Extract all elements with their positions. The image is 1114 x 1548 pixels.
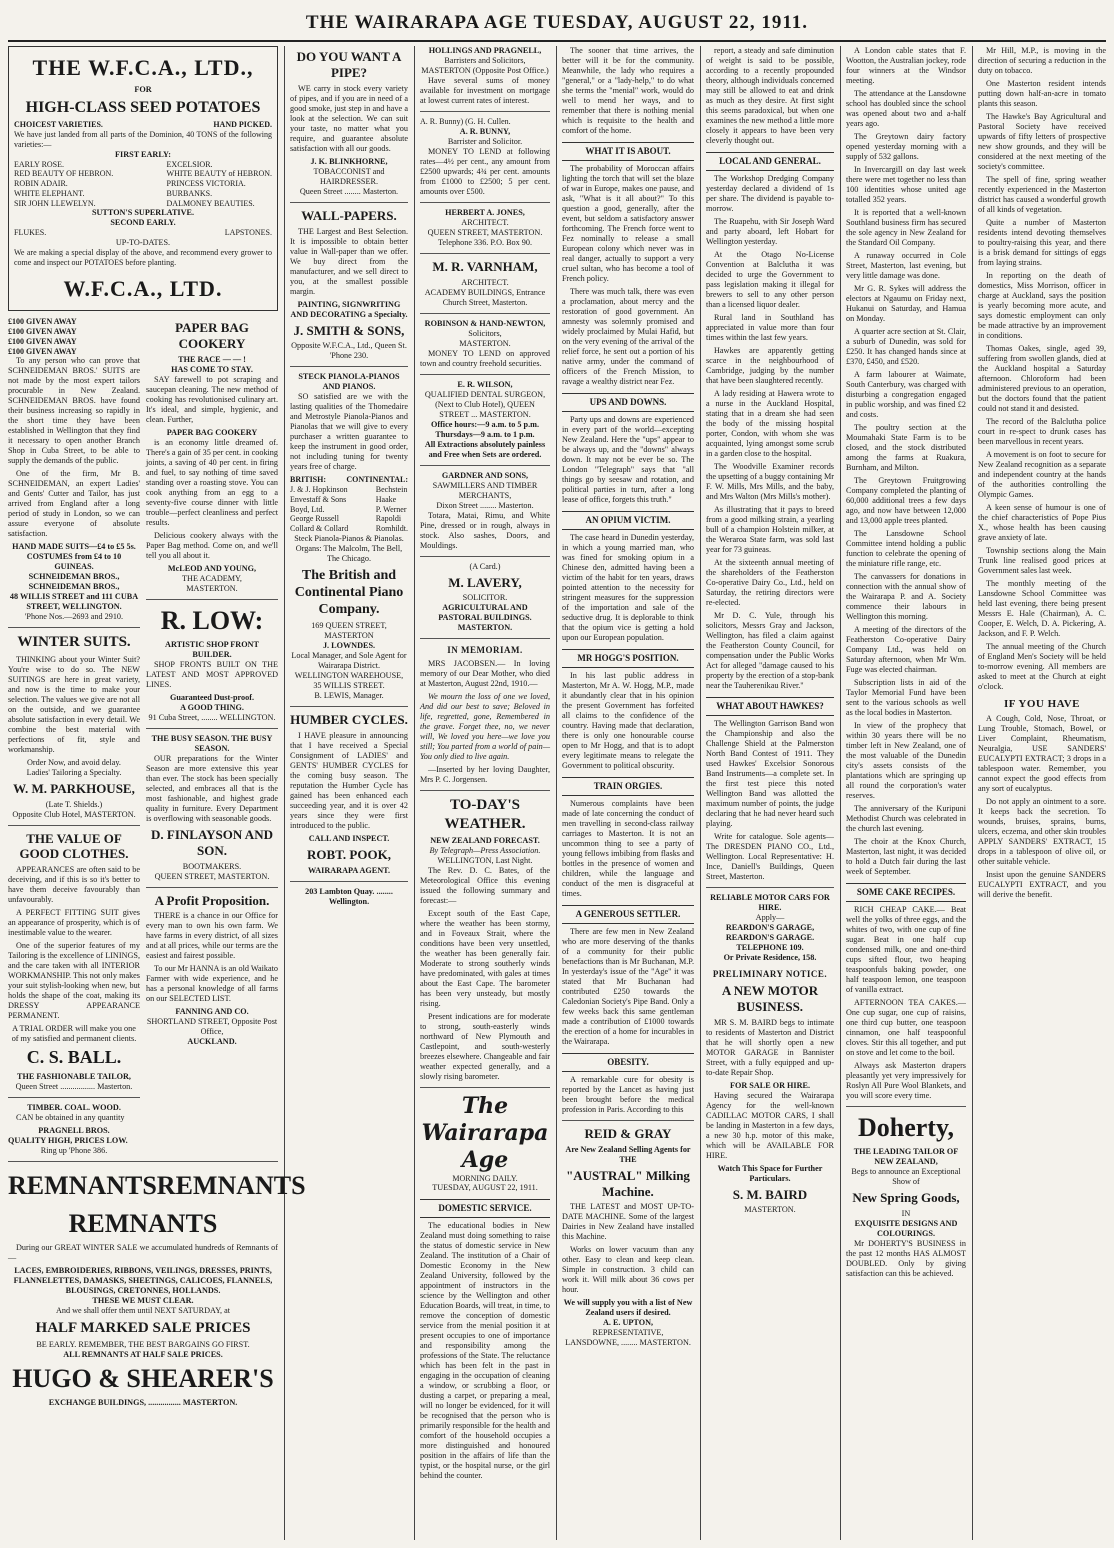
wfca-footer: W.F.C.A., LTD.	[63, 275, 223, 301]
value-title: THE VALUE OF GOOD CLOTHES.	[19, 830, 129, 862]
column-rule	[556, 46, 557, 1540]
column-rule	[284, 46, 285, 1540]
wfca-title: THE W.F.C.A., LTD.,	[32, 55, 254, 80]
weather-title: TO-DAY'S WEATHER.	[444, 797, 526, 832]
column-3: HOLLINGS AND PRAGNELL, Barristers and Solicitors, MASTERTON (Opposite Post Office.) Have several sums of money available for investment on mortgage at lowest current rates of interest. A. R. Bunny) (G. H. Cullen. A. R. BUNNY, Barrister and Solicitor. MONEY TO LEND at following rates—4½ per cent., any amount from £2500 upwards; 4¾ per cent. amounts from £1000 to £2500; 5 per cent. amounts over £500. HERBERT A. JONES, ARCHITECT. QUEEN STREET, MASTERTON. Telephone 336. P.O. Box 90. M. R. VARNHAM, ARCHITECT. ACADEMY BUILDINGS, Entrance Church Street, Masterton. ROBINSON & HAND-NEWTON, Solicitors, MASTERTON. MONEY TO LEND on approved town and country freehold securities. E. R. WILSON, QUALIFIED DENTAL SURGEON, (Next to Club Hotel), QUEEN STREET ... MASTERTON. Office hours:—9 a.m. to 5 p.m. Thursdays—9 a.m. to 1 p.m. All Extractions absolutely painless and Free when Sets are ordered. GARDNER AND SONS, SAWMILLERS AND TIMBER MERCHANTS, Dixon Street ........ Masterton. Totara, Matai, Rimu, and White Pine, dressed or in rough, always in stock. Also sashes, Doors, and Mouldings. (A Card.) M. LAVERY, SOLICITOR. AGRICULTURAL AND PASTORAL BUILDINGS. MASTERTON. IN MEMORIAM. MRS JACOBSEN.— In loving memory of our Dear Mother, who died at Masterton, August 22nd, 1910.— We mourn the loss of one we loved, And did our best to save; Beloved in life, regretted, gone, Remembered in the grave. Forget thee, no, we never will, We loved you here—we love you still; You parted from a world of pain— You only died to live again. —Inserted by her loving Daughter, Mrs P. C. Jorgensen. TO-DAY'S WEATHER. NEW ZEALAND FORECAST. By Telegraph—Press Association. WELLINGTON, Last Night. The Rev. D. C. Bates, of the Meteorological Office this evening issued the following summary and forecast:— Except south of the East Cape, where the weather has been stormy, and in Foveaux Strait, where the conditions have been very unsettled, the weather has been generally fair. Moderate to strong southerly winds have predominated, with gales at times about the East Cape. The barometer has been very unsteady, but mostly rising. Present indications are for moderate to strong, south-easterly winds northward of New Plymouth and Castlepoint, and south-westerly breezes elsewhere. Changeable and fair weather expected generally, and a slowly rising barometer. The Wairarapa Age MORNING DAILY. TUESDAY, AUGUST 22, 1911. DOMESTIC SERVICE. The educational bodies in New Zealand must doing something to raise the status of domestic service in New Zealand. The institution of a Chair of Domestic Economy in the New Zealand University, followed by the appointment of instructors in the science by the Wellington and other Education Boards, will treat, in time, to remove the conception of domestic service from the menial position it at present occupies to one of importance and responsibility among the professions of the State. The reluctance which has been felt in the past in engaging in the occupation of cleaning a window, or scrubbing a floor, or dusting a carpet, or preparing a meal, will no longer be evidenced, for it will be recognised that the person who is primarily responsible for the health and comfort of the household occupies a more distinguished and honoured position in the affairs of life than the typist, or the hospital nurse, or the girl behind the counter.	[420, 46, 550, 1481]
wfca-sub: HIGH-CLASS SEED POTATOES	[25, 98, 261, 116]
paperbag-head: PAPER BAG COOKERY	[175, 320, 249, 352]
column-4: The sooner that time arrives, the better will it be for the community. Meanwhile, the lady who requires a "general," or a "lady-help," to do what she terms the "menial" work, would do well to mend her ways, and to remember that there is nothing menial which is requisite to the health and comfort of the home. WHAT IT IS ABOUT. The probability of Moroccan affairs lighting the torch that will set the blaze of war in Europe, makes one pause, and ask, "What is it all about?" To this question a good, generally, after the event, but seldom a satisfactory answer forthcoming. The French force went to Fez nominally to release a small European colony which never was in real danger, actually to support a very cruel sultan, who has become a tool of French policy. There was much talk, there was even a proclamation, about mercy and the restoration of good government. An amnesty was solemnly promised and widely proclaimed by Mulai Hafid, but on the very evening of the arrival of the relief force, he sent out a portion of his native army, under the command of officers of the French Mission, to ravage a wealthy district near Fez. UPS AND DOWNS. Party ups and downs are experienced in every part of the world—excepting New Zealand. Here the "ups" appear to be always up, and the "downs" always down. It may not be ever be so. The London "Telegraph" says that "all things go by seesaw and rotation, and political parties in turn, after a long lease of office, forgets this truth." AN OPIUM VICTIM. The case heard in Dunedin yesterday, in which a young married man, who was fined for smoking opium in a Chinese den, admitted having been a victim of the habit for ten years, draws pointed attention to the necessity for stringent measures for the suppression of the importation and sale of the seductive drug. It is deplorable to think that the opium vice is getting a hold upon our European population. MR HOGG'S POSITION. In his last public address in Masterton, Mr A. W. Hogg, M.P., made it abundantly clear that in his opinion the present Government has forfeited all claims to the confidence of the country. Having made that declaration, there is only one honourable course open to Mr Hogg, and that is to adopt every legitimate means to relegate the Government to political obscurity. TRAIN ORGIES. Numerous complaints have been made of late concerning the conduct of men travelling in second-class railway carriages to Masterton. It is not an uncommon thing to see a party of young fellows imbibing from flasks and bottles in the presence of women and children, while the language and conduct of the men is disgraceful at times. A GENEROUS SETTLER. There are few men in New Zealand who are more deserving of the thanks of a community for their public benefactions than is Mr Buchanan, M.P. In yesterday's issue of the "Age" it was stated that Mr Buchanan had contributed £250 towards the Caledonian Society's Pipe Band. Only a few weeks back this same gentleman made a contribution of £1000 towards the erection of a home for incurables in the Wairarapa. OBESITY. A remarkable cure for obesity is reported by the Lancet as having just been brought before the medical profession in Paris. According to this REID & GRAY Are New Zealand Selling Agents for THE "AUSTRAL" Milking Machine. THE LATEST and MOST UP-TO-DATE MACHINE. Some of the largest Dairies in New Zealand have installed this Machine. Works on lower vacuum than any other. Easy to clean and keep clean. Simple in construction. 3 child can work it. Will milk about 36 cows per hour. We will supply you with a list of New Zealand users if desired. A. E. UPTON, REPRESENTATIVE, LANSDOWNE, ........ MASTERTON.	[562, 46, 694, 1348]
column-1a: £100 GIVEN AWAY £100 GIVEN AWAY £100 GIVEN AWAY £100 GIVEN AWAY To any person who can prove that SCHNEIDEMAN BROS.' SUITS are not made by the most expert tailors procurable in New Zealand. SCHNEIDEMAN BROS. have found their business increasing so rapidly in the short time they have been established in Wellington that they find it necessary to open another Branch Shop in Cuba Street, to be able to supply the demands of the public. One of the firm, Mr B. SCHNEIDEMAN, an expert Ladies' and Gents' Cutter and Tailor, has just arrived from England after a long period of study in London, so we can assure everyone of absolute satisfaction. HAND MADE SUITS—£4 to £5 5s. COSTUMES from £4 to 10 GUINEAS. SCHNEIDEMAN BROS., SCHNEIDEMAN BROS., 48 WILLIS STREET and 111 CUBA STREET, WELLINGTON. 'Phone Nos.—2693 and 2910. WINTER SUITS. THINKING about your Winter Suit? You're wise to do so. The NEW SUITINGS are here in great variety, and now is the time to make your selection. The values we give are not all on the outside, and we guarantee absolute satisfaction in every detail. We combine the best material with perfections of fit, style and workmanship. Order Now, and avoid delay. Ladies' Tailoring a Specialty. W. M. PARKHOUSE, (Late T. Shields.) Opposite Club Hotel, MASTERTON. THE VALUE OF GOOD CLOTHES. APPEARANCES are often said to be deceiving, and if this is so it's better to have them deceive favourably than unfavourably. A PERFECT FITTING SUIT gives an appearance of prosperity, which is of inestimable value to the wearer. One of the superior features of my Tailoring is the excellence of LININGS, and the care taken with all INTERIOR WORKMANSHIP. This not only makes your suit stylish-looking when new, but holds the shape of the coat, making its DRESSY APPEARANCE PERMANENT. A TRIAL ORDER will make you one of my satisfied and permanent clients. C. S. BALL. THE FASHIONABLE TAILOR, Queen Street ................. Masterton. TIMBER. COAL. WOOD. CAN be obtained in any quantity PRAGNELL BROS. QUALITY HIGH, PRICES LOW. Ring up 'Phone 386.	[8, 317, 140, 1156]
hugo-shearer: HUGO & SHEARER'S	[12, 1363, 274, 1393]
column-2: DO YOU WANT A PIPE? WE carry in stock every variety of pipes, and if you are in need of a good smoke, just step in and have a look at the selection. We can suit your taste, no matter what you require, and guarantee absolute satisfaction with all our goods. J. K. BLINKHORNE, TOBACCONIST and HAIRDRESSER. Queen Street ........ Masterton. WALL-PAPERS. THE Largest and Best Selection. It is impossible to obtain better value in Wall-paper than we offer. We buy direct from the manufacturer, and we sell direct to you, at the smallest possible margin. PAINTING, SIGNWRITING AND DECORATING a Specialty. J. SMITH & SONS, Opposite W.F.C.A., Ltd., Queen St. 'Phone 230. STECK PIANOLA-PIANOS AND PIANOS. SO satisfied are we with the lasting qualities of the Thomedaire and Metrostyle Pianola-Pianos and Pianolas that we will give to every purchaser a written guarantee to keep the instrument in good order, not including tuning for twenty years free of charge. BRITISH: CONTINENTAL: J. & J. Hopkinson Envestaff & Sons Boyd, Ltd. George Russell Collard & Collard Bechstein Haake P. Werner Rapoldi Romhildt. Steck Pianola-Pianos & Pianolas. Organs: The Malcolm, The Bell, The Chicago. The British and Continental Piano Company. 169 QUEEN STREET, MASTERTON J. LOWNDES. Local Manager, and Sole Agent for Wairarapa District. WELLINGTON WAREHOUSE, 35 WILLIS STREET. B. LEWIS, Manager. HUMBER CYCLES. I HAVE pleasure in announcing that I have received a Special Consignment of LADIES' and GENTS' HUMBER CYCLES for the coming busy season. The reputation the Humber Cycle has gained has been enhanced each succeeding year, and it is over 42 years since they were first introduced to the public. CALL AND INSPECT. ROBT. POOK, WAIRARAPA AGENT. 203 Lambton Quay. ........ Wellington.	[290, 49, 408, 906]
pipe-head: DO YOU WANT A PIPE?	[296, 49, 402, 80]
column-rule	[414, 46, 415, 1540]
column-5: report, a steady and safe diminution of weight is said to be possible, according to a recently propounded theory, although individuals concerned may still be allowed to eat and drink as much as they desire. At first sight this seems paradoxical, but when one examines the new method a little more closely it appears to have been very cleverly thought out. LOCAL AND GENERAL. The Workshop Dredging Company yesterday declared a dividend of 1s per share. The dividend is payable to-morrow. The Ruapehu, with Sir Joseph Ward and party aboard, left Hobart for Wellington yesterday. At the Otago No-License Convention at Balclutha it was decided to urge the Government to pass legislation making it illegal for brewers to sell to any other person than a licensed liquor dealer. Rural land in Southland has appreciated in value more than four times within the last few years. Hawkes are apparently getting scarce in the neighbourhood of Cambridge, judging by the number that have been slaughtered recently. A lady residing at Hawera wrote to a nurse in the Auckland Hospital, stating that in a dream she had seen the body of the missing hospital porter, Condon, with whom she was acquainted, lying amongst some scrub in a garden close to the hospital. The Woodville Examiner records the upsetting of a buggy containing Mr F. W. Mills, Mrs Mills, and the baby, and Mrs Walton (Mrs Mills's mother). As illustrating that it pays to breed from a good milking strain, a yearling bull of a champion Holstein milker, at the Weraroa State farm, was sold last year for 73 guineas. At the sixteenth annual meeting of the shareholders of the Featherston Co-operative Dairy Co., Ltd., held on Saturday, the retiring directors were re-elected. Mr D. C. Yule, through his solicitors, Messrs Gray and Jackson, Wellington, has filed a claim against the Featherston County Council, for compensation under the Public Works Act for alleged "damage caused to his property by the erection of a stop-bank near the Tauherenikau River." WHAT ABOUT HAWKES? The Wellington Garrison Band won the Championship and also the Challenge Shield at the Palmerston North Band Contest of 1911. They used Hawkes' Excelsior Sonorous Band Instruments—a complete set. In the first test piece this noted Wellington Band was allotted the maximum number of points, the judge declaring that he had never heard such playing. Write for catalogue. Sole agents—The DRESDEN PIANO CO., Ltd., Wellington. Local Representative: H. Ince, Daniell's Buildings, Queen Street, Masterton. RELIABLE MOTOR CARS FOR HIRE. Apply— REARDON'S GARAGE, REARDON'S GARAGE. TELEPHONE 109. Or Private Residence, 158. PRELIMINARY NOTICE. A NEW MOTOR BUSINESS. MR S. M. BAIRD begs to intimate to residents of Masterton and District that he will shortly open a new MOTOR GARAGE in Bannister Street, with a fully equipped and up-to-date Repair Shop. FOR SALE OR HIRE. Having secured the Wairarapa Agency for the well-known CADILLAC MOTOR CARS, I shall be landing in Masterton in a few days, a new 30 h.p. motor of this make, which will be AVAILABLE FOR HIRE. Watch This Space for Further Particulars. S. M. BAIRD MASTERTON.	[706, 46, 834, 1215]
wfca-advert: THE W.F.C.A., LTD., FOR HIGH-CLASS SEED POTATOES CHOICEST VARIETIES. HAND PICKED. We have just landed from all parts of the Dominion, 40 TONS of the following varieties:— FIRST EARLY: EARLY ROSE. RED BEAUTY OF HEBRON. ROBIN ADAIR. WHITE ELEPHANT. SIR JOHN LLEWELYN. EXCELSIOR. WHITE BEAUTY of HEBRON. PRINCESS VICTORIA. BURBANKS. DALMONEY BEAUTIES. SUTTON'S SUPERLATIVE. SECOND EARLY. FLUKES. LAPSTONES. UP-TO-DATES. We are making a special display of the above, and recommend every grower to come and inspect our POTATOES before planting. W.F.C.A., LTD.	[8, 46, 278, 311]
column-rule	[700, 46, 701, 1540]
winter-suits-title: WINTER SUITS.	[17, 634, 131, 651]
remnants-left: REMNANTS	[8, 1171, 157, 1201]
column-rule	[840, 46, 841, 1540]
column-7: Mr Hill, M.P., is moving in the direction of securing a reduction in the duty on tobacco. One Masterton resident intends putting down half-an-acre in tomato plants this season. The Hawke's Bay Agricultural and Pastoral Society have received upwards of fifty letters of prospective new show grounds, and they will be considered at the next meeting of the society's committee. The spell of fine, spring weather recently experienced in the Masterton district has caused a wonderful growth of all kinds of vegetation. Quite a number of Masterton residents intend devoting themselves to poultry-raising this year, and there is a brisk demand for sittings of eggs from laying strains. In reporting on the death of domestics, Miss Morrison, officer in charge at Auckland, says the position is yearly becoming more acute, and says domestic employment can only be made attractive by an improvement in conditions. Thomas Oakes, single, aged 39, suffering from swollen glands, died at the Auckland hospital a Saturday afternoon. Chloroform had been administered previous to an operation, but the doctors found that the patient could not stand it and desisted. The record of the Balclutha police court in re-spect to drunk cases has been marvellous in recent years. A movement is on foot to secure for New Zealand recognition as a separate and independent country at the hands of the authorities controlling the Olympic Games. A keen sense of humour is one of the chief characteristics of Pope Pius X., whose health has been causing grave anxiety of late. Township sections along the Main Trunk line realised good prices at Government sales last week. The monthly meeting of the Lansdowne School Committee was held last evening, there being present Messrs E. Hale (Chairman), A. C. Cooper, E. Welch, D. A. Pickering, A. Jackson, and F. P. Welch. The annual meeting of the Church of England Men's Society will be held to-morrow evening. All members are asked to meet at the Church at eight o'clock. IF YOU HAVE A Cough, Cold, Nose, Throat, or Lung Trouble, Stomach, Bowel, or Liver Complaint, Rheumatism, Neuralgia, USE SANDERS' EUCALYPTI EXTRACT; 3 drops in a tablespoon water. Remember, you cannot expect the good effects from any sort of eucalyptus. Do not apply an ointment to a sore. It keeps back the secretion. To wounds, bruises, sprains, burns, ulcers, eczema, and other skin troubles APPLY SANDERS' EXTRACT, 15 drops in a tablespoon of olive oil, or other suitable vehicle. Insist upon the genuine SANDERS EUCALYPTI EXTRACT, and you will derive the benefit.	[978, 46, 1106, 900]
doherty-title: Doherty,	[857, 1112, 955, 1142]
column-rule	[972, 46, 973, 1540]
remnants-right: REMNANTS	[156, 1171, 306, 1201]
column-1b: PAPER BAG COOKERY THE RACE — — ! HAS COME TO STAY. SAY farewell to pot scraping and saucepan cleaning. The new method of cooking has revolutionised culinary art. It's ideal, and simple, hygienic, and clean. Further, PAPER BAG COOKERY is an economy little dreamed of. There's a gain of 35 per cent. in cooking joints, a saving of 40 per cent. in firing and fuel, to say nothing of time saved standing over a roasting stove. You can cook anything from an egg to a seventy-five course dinner with little trouble—perfect cleanliness and perfect results. Delicious cookery always with the Paper Bag method. Come on, and we'll tell you all about it. McLEOD AND YOUNG, THE ACADEMY, MASTERTON. R. LOW: ARTISTIC SHOP FRONT BUILDER. SHOP FRONTS BUILT ON THE LATEST AND MOST APPROVED LINES. Guaranteed Dust-proof. A GOOD THING. 91 Cuba Street, ........ WELLINGTON. THE BUSY SEASON. THE BUSY SEASON. OUR preparations for the Winter Season are more extensive this year than ever. The stock has been specially selected, and embraces all that is the most fashionable, and highest grade quality in furniture. Every Department is overflowing with seasonable goods. D. FINLAYSON AND SON. BOOTMAKERS. QUEEN STREET, MASTERTON. A Profit Proposition. THERE is a chance in our Office for every man to own his own farm. We have farms in every district, of all sizes and at all prices, while our terms are the easiest and fairest possible. To our Mr HANNA is an old Waikato Farmer with wide experience, and he has a personal knowledge of all farms on our SELECTED LIST. FANNING AND CO. SHORTLAND STREET, Opposite Post Office, AUCKLAND.	[146, 320, 278, 1047]
paper-name: The Wairarapa Age	[421, 1093, 549, 1173]
column-6: A London cable states that F. Wootton, the Australian jockey, rode four winners at the Windsor meeting. The attendance at the Lansdowne school has doubled since the school was opened about two and a-half years ago. The Greytown dairy factory opened yesterday morning with a supply of 532 gallons. In Invercargill on day last week there were met together no less than 100 identities whose united age totalled 352 years. It is reported that a well-known Southland business firm has secured the sole agency in New Zealand for the Standard Oil Company. A runaway occurred in Cole Street, Masterton, last evening, but very little damage was done. Mr G. R. Sykes will address the electors at Ngaumu on Friday next, Hukanui on Saturday, and Hamua on Monday. A quarter acre section at St. Clair, a suburb of Dunedin, was sold for £250. It has changed hands since at £370, £450, and £520. A farm labourer at Waimate, South Canterbury, was charged with disturbing a congregation engaged in public worship, and was fined £2 and costs. The poultry section at the Moumahaki State Farm is to be closed, and the stock distributed among the farms at Ruakura, Burnham, and Milton. The Greytown Fruitgrowing Company completed the planting of 60,000 additional trees a few days ago, and now have between 12,000 and 13,000 apple trees planted. The Lansdowne School Committee intend holding a public function to celebrate the opening of the miniature rifle range, etc. The canvassers for donations in connection with the annual show of the Wairarapa P. and A. Society commence their labours in Wellington this morning. A meeting of the directors of the Featherston Co-operative Dairy Company Ltd., was held on Saturday afternoon, when Mr Wm. Fuge was elected chairman. Subscription lists in aid of the Taylor Memorial Fund have been sent to the various schools as well as the local bodies in Masterton. In view of the prophecy that within 30 years there will be no timber left in New Zealand, one of the most valuable of the Dunedin city's assets consists of the plantations which are springing up all round the corporation's water reserves. The anniversary of the Kuripuni Methodist Church was celebrated in the church last evening. The choir at the Knox Church, Masterton, last night, it was decided to hold a Dutch fair during the last week of September. SOME CAKE RECIPES. RICH CHEAP CAKE.— Beat well the yolks of three eggs, and the whites of two, with one cup of fine sugar. Beat in one half cup condensed milk, one and one-third cups sifted flour, two heaping teaspoonfuls baking powder, one half teaspoon lemon, one teaspoon of vanilla extract. AFTERNOON TEA CAKES.—One cup sugar, one cup of raisins, one third cup butter, one teaspoon cinnamon, one half teaspoonful cloves. Stir this all together, and put on stove and let come to the boil. Always ask Masterton drapers pleasantly yet very impressively for Roslyn All Pure Wool Blankets, and you will score every time. Doherty, THE LEADING TAILOR OF NEW ZEALAND, Begs to announce an Exceptional Show of New Spring Goods, IN EXQUISITE DESIGNS AND COLOURINGS. Mr DOHERTY'S BUSINESS in the past 12 months HAS ALMOST DOUBLED. Only by giving satisfaction can this be achieved.	[846, 46, 966, 1278]
column-1: THE W.F.C.A., LTD., FOR HIGH-CLASS SEED POTATOES CHOICEST VARIETIES. HAND PICKED. We have just landed from all parts of the Dominion, 40 TONS of the following varieties:— FIRST EARLY: EARLY ROSE. RED BEAUTY OF HEBRON. ROBIN ADAIR. WHITE ELEPHANT. SIR JOHN LLEWELYN. EXCELSIOR. WHITE BEAUTY of HEBRON. PRINCESS VICTORIA. BURBANKS. DALMONEY BEAUTIES. SUTTON'S SUPERLATIVE. SECOND EARLY. FLUKES. LAPSTONES. UP-TO-DATES. We are making a special display of the above, and recommend every grower to come and inspect our POTATOES before planting. W.F.C.A., LTD. £100 GIVEN AWAY £100 GIVEN AWAY £100 GIVEN AWAY £100 GIVEN AWAY To any person who can prove that SCHNEIDEMAN BROS.' SUITS are not made by the most expert tailors procurable in New Zealand. SCHNEIDEMAN BROS. have found their business increasing so rapidly in the short time they have been established in Wellington that they find it necessary to open another Branch Shop in Cuba Street, to be able to supply the demands of the public. One of the firm, Mr B. SCHNEIDEMAN, an expert Ladies' and Gents' Cutter and Tailor, has just arrived from England after a long period of study in London, so we can assure everyone of absolute satisfaction. HAND MADE SUITS—£4 to £5 5s. COSTUMES from £4 to 10 GUINEAS. SCHNEIDEMAN BROS., SCHNEIDEMAN BROS., 48 WILLIS STREET and 111 CUBA STREET, WELLINGTON. 'Phone Nos.—2693 and 2910. WINTER SUITS. THINKING about your Winter Suit? You're wise to do so. The NEW SUITINGS are here in great variety, and now is the time to make your selection. The values we give are not all on the outside, and we guarantee absolute satisfaction in every detail. We combine the best material with perfections of fit, style and workmanship. Order Now, and avoid delay. Ladies' Tailoring a Specialty. W. M. PARKHOUSE, (Late T. Shields.) Opposite Club Hotel, MASTERTON. THE VALUE OF GOOD CLOTHES. APPEARANCES are often said to be deceiving, and if this is so it's better to have them deceive favourably than unfavourably. A PERFECT FITTING SUIT gives an appearance of prosperity, which is of inestimable value to the wearer. One of the superior features of my Tailoring is the excellence of LININGS, and the care taken with all INTERIOR WORKMANSHIP. This not only makes your suit stylish-looking when new, but holds the shape of the coat, making its DRESSY APPEARANCE PERMANENT. A TRIAL ORDER will make you one of my satisfied and permanent clients. C. S. BALL. THE FASHIONABLE TAILOR, Queen Street ................. Masterton. TIMBER. COAL. WOOD. CAN be obtained in any quantity PRAGNELL BROS. QUALITY HIGH, PRICES LOW. Ring up 'Phone 386. PAPER BAG COOKERY THE RACE — — ! HAS COME TO STAY. SAY farewell to pot scraping and saucepan cleaning. The new method of cooking has revolutionised culinary art. It's ideal, and simple, hygienic, and clean. Further, PAPER BAG COOKERY is an economy little dreamed of. There's a gain of 35 per cent. in cooking joints, a saving of 40 per cent. in firing and fuel, to say nothing of time saved standing over a roasting stove. You can cook anything from an egg to a seventy-five course dinner with little trouble—perfect cleanliness and perfect results. Delicious cookery always with the Paper Bag method. Come on, and we'll tell you all about it. McLEOD AND YOUNG, THE ACADEMY, MASTERTON. R. LOW: ARTISTIC SHOP FRONT BUILDER. SHOP FRONTS BUILT ON THE LATEST AND MOST APPROVED LINES. Guaranteed Dust-proof. A GOOD THING. 91 Cuba Street, ........ WELLINGTON. THE BUSY SEASON. THE BUSY SEASON. OUR preparations for the Winter Season are more extensive this year than ever. The stock has been specially selected, and embraces all that is the most fashionable, and highest grade quality in furniture. Every Department is overflowing with seasonable goods. D. FINLAYSON AND SON. BOOTMAKERS. QUEEN STREET, MASTERTON. A Profit Proposition. THERE is a chance in our Office for every man to own his own farm. We have farms in every district, of all sizes and at all prices, while our terms are the easiest and fairest possible. To our Mr HANNA is an old Waikato Farmer with wide experience, and he has a personal knowledge of all farms on our SELECTED LIST. FANNING AND CO. SHORTLAND STREET, Opposite Post Office, AUCKLAND. REMNANTS REMNANTS REMNANTS During our GREAT WINTER SALE we accumulated hundreds of Remnants of — LACES, EMBROIDERIES, RIBBONS, VEILINGS, DRESSES, PRINTS, FLANNELETTES, DAMASKS, SHEETINGS, CALICOES, FLANNELS, BLOUSINGS, CRETONNES, HOLLANDS. THESE WE MUST CLEAR. And we shall offer them until NEXT SATURDAY, at HALF MARKED SALE PRICES BE EARLY. REMEMBER, THE BEST BARGAINS GO FIRST. ALL REMNANTS AT HALF SALE PRICES. HUGO & SHEARER'S EXCHANGE BUILDINGS, ................ MASTERTON.	[8, 46, 278, 1540]
humber-cycles: HUMBER CYCLES.	[290, 712, 408, 728]
rlow-title: R. LOW:	[160, 606, 264, 636]
masthead: THE WAIRARAPA AGE TUESDAY, AUGUST 22, 1911.	[8, 6, 1106, 42]
